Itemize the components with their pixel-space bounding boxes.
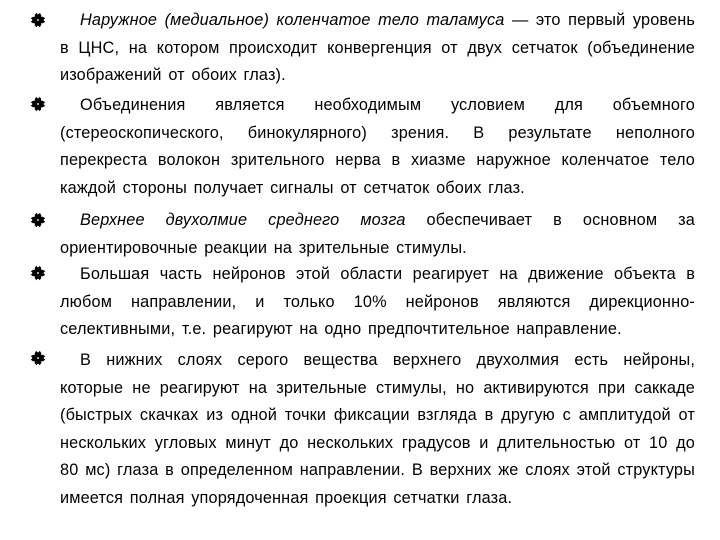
paragraph-text	[60, 7, 695, 90]
body-text: В нижних слоях серого вещества верхнего двухолмия есть нейроны, которые не реагируют на зрительные стимулы, но активируются при саккаде (быстрых скачках из одной точки фиксации взгляда в другую с амплитудой от нескольких угловых минут до нескольких градусов и длительностью от 10 до 80 мс) глаза в определенном направлении. В верхних же слоях этой структуры имеется полная упорядоченная проекция сетчатки глаза.	[60, 351, 695, 507]
paragraph-text	[60, 92, 695, 202]
paragraph-text	[60, 207, 695, 262]
four-leaf-diamond-icon	[30, 96, 46, 112]
body-text: Объединения является необходимым условием для объемного (стереоскопического, бинокулярного) зрения. В результате неполного перекреста волокон зрительного нерва в хиазме наружное коленчатое тело каждой стороны получает сигналы от сетчаток обоих глаз.	[60, 96, 695, 197]
body-text: Большая часть нейронов этой области реагирует на движение объекта в любом направлении, и только 10% нейронов являются дирекционно-селективными, т.е. реагируют на одно предпочтительное направление.	[60, 265, 695, 338]
emphasis-text: Наружное (медиальное) коленчатое тело таламуса	[80, 11, 505, 29]
paragraph-text	[60, 261, 695, 344]
four-leaf-diamond-icon	[30, 212, 46, 228]
body-text: — это первый уровень в ЦНС, на котором происходит конвергенция от двух сетчаток (объединение изображений от обоих глаз).	[60, 11, 695, 84]
four-leaf-diamond-icon	[30, 350, 46, 366]
four-leaf-diamond-icon	[30, 12, 46, 28]
emphasis-text: Верхнее двухолмие среднего мозга	[80, 211, 406, 229]
body-text: обеспечивает в основном за ориентировочные реакции на зрительные стимулы.	[60, 211, 695, 257]
four-leaf-diamond-icon	[30, 265, 46, 281]
paragraph-text	[60, 347, 695, 512]
